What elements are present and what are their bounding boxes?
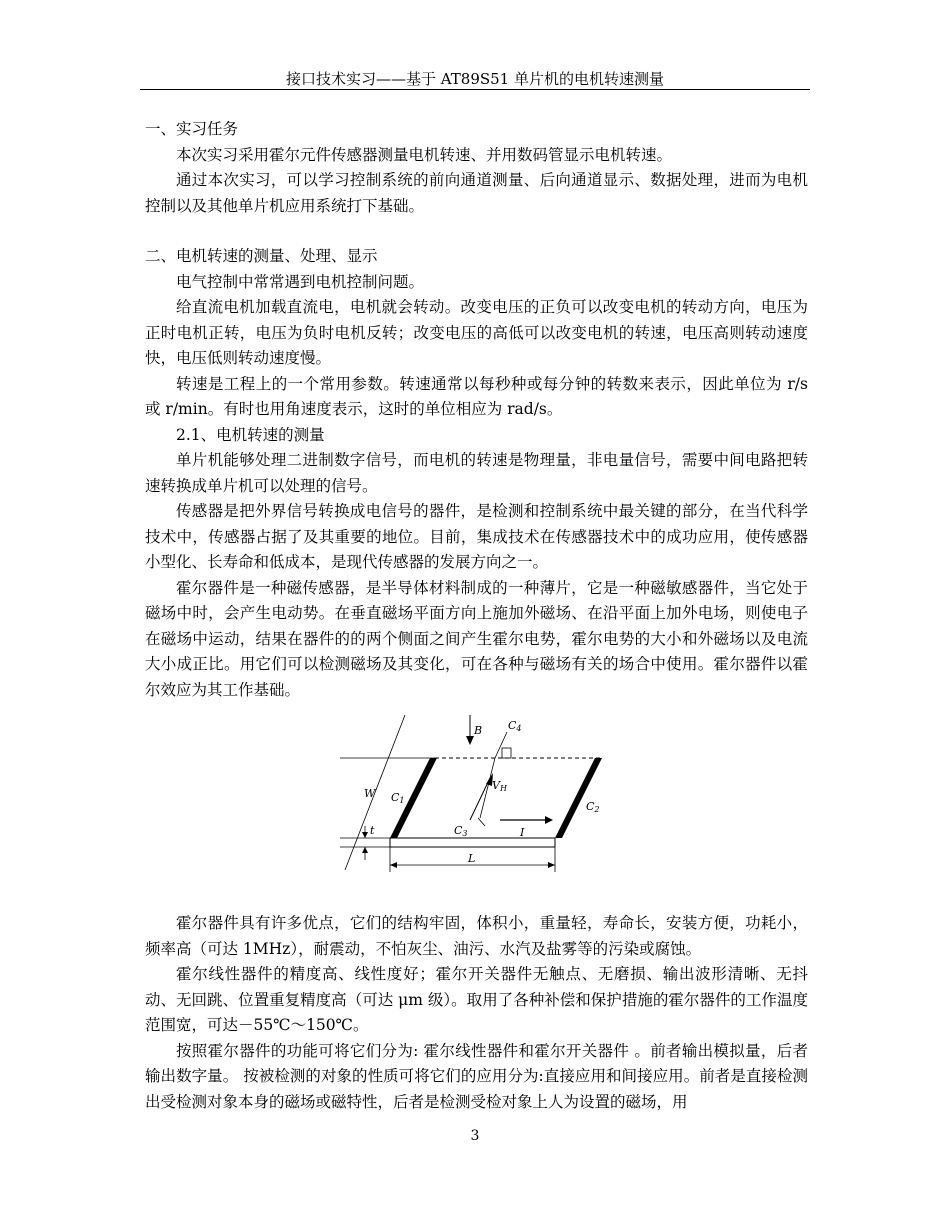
- page-header: 接口技术实习——基于 AT89S51 单片机的电机转速测量: [285, 70, 664, 88]
- electrode-c4: [502, 748, 511, 758]
- paragraph: 霍尔器件具有许多优点，它们的结构牢固，体积小，重量轻，寿命长，安装方便，功耗小，频率高（可达 1MHz），耐震动，不怕灰尘、油污、水汽及盐雾等的污染或腐蚀。: [145, 914, 808, 958]
- current-arrowhead: [545, 816, 553, 824]
- label-i: I: [520, 826, 525, 839]
- electrode-c4-leader: [495, 732, 507, 758]
- subsection-heading: 2.1、电机转速的测量: [176, 425, 325, 444]
- paragraph: 通过本次实习，可以学习控制系统的前向通道测量、后向通道显示、数据处理，进而为电机控制以及其他单片机应用系统打下基础。: [145, 171, 808, 215]
- label-t: t: [370, 824, 375, 837]
- length-arrowhead-left: [390, 862, 397, 868]
- header-rule: [140, 89, 810, 90]
- paragraph: 按照霍尔器件的功能可将它们分为: 霍尔线性器件和霍尔开关器件 。前者输出模拟量，后者输出数字量。 按被检测的对象的性质可将它们的应用分为:直接应用和间接应用。前者是直接检测出受检测对象本身的磁场或磁特性，后者是检测受检对象上人为设置的磁场，用: [145, 1041, 808, 1111]
- page-number: 3: [470, 1128, 480, 1144]
- page-content: [145, 117, 808, 1115]
- spacer: [145, 219, 808, 244]
- label-l: L: [468, 852, 476, 865]
- paragraph: 电气控制中常常遇到电机控制问题。: [176, 272, 425, 291]
- thickness-arrowhead: [362, 832, 368, 838]
- label-vh: VH: [492, 779, 507, 793]
- thickness-arrowhead: [362, 847, 368, 853]
- paragraph: 转速是工程上的一个常用参数。转速通常以每秒种或每分钟的转数来表示，因此单位为 r/s 或 r/min。有时也用角速度表示，这时的单位相应为 rad/s。: [145, 374, 808, 418]
- magnetic-field-arrowhead: [466, 736, 474, 745]
- hall-element-figure: [145, 703, 808, 911]
- section-1-heading: 一、实习任务: [145, 120, 239, 138]
- length-arrowhead-right: [548, 862, 555, 868]
- paragraph: 单片机能够处理二进制数字信号，而电机的转速是物理量，非电量信号，需要中间电路把转速转换成单片机可以处理的信号。: [145, 451, 808, 495]
- electrode-c3-leader: [478, 818, 485, 826]
- label-c1: C1: [391, 791, 405, 805]
- paragraph: 本次实习采用霍尔元件传感器测量电机转速、并用数码管显示电机转速。: [176, 145, 673, 164]
- paragraph: 霍尔器件是一种磁传感器，是半导体材料制成的一种薄片，它是一种磁敏感器件，当它处于磁场中时，会产生电动势。在垂直磁场平面方向上施加外磁场、在沿平面上加外电场，则使电子在磁场中运动，结果在器件的的两个侧面之间产生霍尔电势，霍尔电势的大小和外磁场以及电流大小成正比。用它们可以检测磁场及其变化，可在各种与磁场有关的场合中使用。霍尔器件以霍尔效应为其工作基础。: [145, 578, 808, 699]
- label-w: W: [364, 787, 376, 800]
- label-c3: C3: [454, 824, 468, 838]
- paragraph: 霍尔线性器件的精度高、线性度好；霍尔开关器件无触点、无磨损、输出波形清晰、无抖动、无回跳、位置重复精度高（可达 μm 级）。取用了各种补偿和保护措施的霍尔器件的工作温度范围宽，可达－55℃～150℃。: [145, 965, 808, 1034]
- section-2-heading: 二、电机转速的测量、处理、显示: [145, 247, 378, 265]
- paragraph: 给直流电机加载直流电，电机就会转动。改变电压的正负可以改变电机的转动方向，电压为正时电机正转，电压为负时电机反转；改变电压的高低可以改变电机的转速，电压高则转动速度快，电压低则转动速度慢。: [145, 298, 808, 367]
- label-b: B: [474, 724, 483, 737]
- electrode-c2: [555, 758, 602, 838]
- hall-element-diagram: [340, 710, 610, 880]
- label-c4: C4: [508, 719, 522, 733]
- paragraph: 传感器是把外界信号转换成电信号的器件，是检测和控制系统中最关键的部分，在当代科学技术中，传感器占据了及其重要的地位。目前，集成技术在传感器技术中的成功应用，使传感器小型化、长寿命和低成本，是现代传感器的发展方向之一。: [145, 502, 808, 571]
- label-c2: C2: [586, 800, 600, 814]
